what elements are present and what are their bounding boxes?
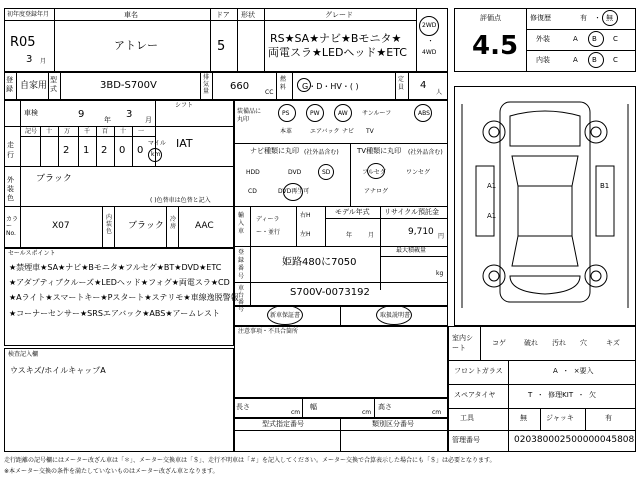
seat-item: コゲ [492,339,506,347]
tool-value: 無 [520,414,527,422]
color-change-note: ( )色替車は色替と記入 [150,197,211,204]
exterior-a: A [573,35,578,43]
tv-fullseg: フルセグ [362,169,386,176]
inspection-label: 車検 [24,109,38,117]
car-name: アトレー [114,39,158,52]
equipment-circle [278,104,296,122]
mileage-digit: 0 [119,145,126,156]
seat-item: 汚れ [552,339,566,347]
capacity-unit: 人 [436,89,443,96]
glass-label: フロントガラス [454,367,503,375]
equipment-item: ナビ [342,128,355,135]
exterior-color-label: 外装色 [7,176,14,202]
plate-number: 姫路480に7050 [282,257,357,268]
repair-dot: ・ [594,14,601,22]
inspector-label: 検査記入欄 [8,351,39,358]
displacement-label: 排気量 [203,74,210,95]
equipment-circle [334,104,352,122]
mileage-prefix: 記号 [25,128,38,135]
management-label: 管理番号 [452,436,480,444]
first-reg-month-unit: 月 [40,58,47,65]
wd-2wd: 2WD [422,22,437,29]
instruction-manual: 取扱説明書 [380,312,411,319]
notes-block [234,326,448,398]
exterior-color: ブラック [36,174,72,184]
interior-a: A [573,56,578,64]
inspection-year: 9 [78,109,85,120]
first-reg-label: 初年度登録年月 [7,11,50,18]
seat-label: 室内シート [452,334,473,352]
navi-dvd-playable: DVD再生可 [278,188,310,195]
fuel-g-circle [297,78,311,92]
displacement: 660 [230,81,250,92]
model-code: 3BD-S700V [100,80,157,91]
row-2 [4,72,448,100]
mileage-unit: 百 [102,128,109,135]
new-car-warranty: 新車保証書 [270,312,301,319]
recycle-unit: 円 [438,233,445,240]
spare-tire-value: T ・ 修理KIT ・ 欠 [528,391,597,399]
length-label: 長さ [236,403,250,411]
sales-line-1: ★禁煙車★SA★ナビ★Bモニタ★フルセグ★BT★DVD★ETC [9,263,222,272]
width-unit: cm [362,409,372,416]
diagram-a1-left: A1 [487,182,497,190]
mileage-unit: 十 [46,128,53,135]
score-label: 評価点 [480,14,501,22]
repair-no: 無 [606,14,613,22]
footer-line-2: ※本メーター交換の条件を満たしていないものはメーター改ざん車となります。 [4,468,219,475]
navi-sd: SD [322,169,331,176]
sales-points-label: セールスポイント [8,250,56,257]
inspector-text: ウスキズ/ホイルキャップA [10,366,106,375]
length-unit: cm [291,409,301,416]
mileage-mile-unit: マイル [148,140,166,147]
chassis-label: 車台番号 [238,285,245,313]
height-unit: cm [432,409,442,416]
payload-label: 最大積載量 [396,247,427,254]
mileage-unit: 十 [120,128,127,135]
recycle-value: 9,710 [408,227,434,237]
sales-line-3: ★Aライト★スマートキー★Pスタート★ステリモ★車線逸脱警報 [9,293,239,302]
navi-sublabel: (社外品含む) [304,149,339,156]
recycle-label: リサイクル預託金 [384,208,440,216]
glass-value: A ・ ×要入 [553,367,594,375]
model-type-label: 型式 [50,76,57,93]
ac-label: 冷房 [170,216,177,230]
payload-unit: kg [436,270,444,277]
cc-unit: CC [265,89,274,96]
mileage-digit: 2 [101,145,108,156]
type-designation-label: 型式指定番号 [262,420,304,428]
equipment-item: PW [310,110,320,117]
management-number: 020380002500000045808 [514,435,635,445]
reg-label: 登録 [6,76,13,93]
capacity-label: 定員 [398,76,405,91]
model-year-unit: 年 [346,232,353,239]
inspection-month: 3 [126,109,133,120]
diagram-a1-left-2: A1 [487,212,497,220]
interior-c: C [613,56,618,64]
wd-4wd: 4WD [422,49,437,56]
mileage-digit: 0 [137,145,144,156]
equipment-item: AW [338,110,348,117]
chassis-number: S700V-0073192 [290,287,370,298]
color-no-label: カラーNo. [6,216,19,237]
model-year-label: モデル年式 [335,208,370,216]
mileage-unit: 一 [138,128,145,135]
interior-color-label: 内装色 [106,214,113,235]
equipment-item: ABS [418,110,430,117]
seat-item: キズ [606,339,620,347]
navi-cd: CD [248,188,257,195]
door-count: 5 [217,39,226,54]
notes-label: 注意事項・不具合箇所 [238,328,299,335]
shape-label: 形状 [241,11,255,19]
interior-label: 内装 [536,56,550,64]
ac-type: AAC [195,221,214,231]
tv-oneseg: ワンセグ [406,169,431,176]
dims-row [234,398,448,418]
fuel-options: G・D・HV・( ) [302,82,359,91]
mileage-km-unit: km [151,151,161,158]
plate-label: 登録番号 [238,249,245,280]
jack-value: 有 [605,414,612,422]
exterior-b: B [592,35,597,43]
color-no: X07 [52,221,70,231]
grade-line-2: 両電スラ★LEDヘッド★ETC [268,46,407,59]
equipment-item: PS [282,110,290,117]
grade-label: グレード [325,11,353,19]
sales-line-4: ★コーナーセンサー★SRSエアバック★ABS★アームレスト [9,309,221,318]
first-reg-month: 3 [26,54,33,65]
interior-b: B [592,56,597,64]
diagram-b1: B1 [600,182,610,190]
seat-item: 穴 [580,339,587,347]
mileage-digit: 2 [63,145,70,156]
evaluation-score: 4.5 [472,31,519,61]
width-label: 幅 [310,403,317,411]
navi-dvd: DVD [288,169,302,176]
inspector-block [4,348,234,452]
import-left-hand: 左H [300,231,311,238]
repair-label: 修復歴 [530,14,551,22]
car-name-label: 車名 [124,11,138,19]
door-label: ドア [216,11,230,19]
inspection-year-unit: 年 [104,116,111,124]
import-right-hand: 右H [300,212,311,219]
equipment-block [234,100,448,306]
height-label: 高さ [378,403,392,411]
jack-label: ジャッキ [546,414,574,422]
wd-dot: ・ [427,37,434,45]
navi-hdd: HDD [246,169,260,176]
equipment-item: エアバック [310,128,340,135]
mileage-label: 走行 [7,141,14,159]
seat-item: 破れ [524,339,538,347]
navi-label: ナビ種類に丸印 [250,147,299,155]
tool-label: 工具 [460,414,474,422]
model-month-unit: 月 [368,232,375,239]
shift-label: シフト [175,102,194,109]
equipment-item: サンルーフ [362,110,392,117]
equipment-circle [306,104,324,122]
footer-line-1: 走行距離の記号欄にはメーター改ざん車は「＊」、メーター交換車は「＄」、走行不明車は「＃」を記入してください。メーター交換で合算表示した場合にも「＄」は必要となります。 [4,457,496,464]
tv-label: TV種類に丸印 [357,147,402,155]
mileage-unit: 万 [64,128,71,135]
grade-line-1: RS★SA★ナビ★Bモニタ★ [270,32,402,45]
equipment-item: 本革 [280,128,293,135]
import-label: 輸入車 [238,212,245,235]
equipment-item: TV [366,128,374,135]
fuel-label: 燃料 [280,76,287,91]
spare-tire-label: スペアタイヤ [454,391,496,399]
first-reg-era: R05 [10,35,36,50]
shift-value: IAT [176,137,193,150]
car-diagram-svg [454,86,636,326]
sales-line-2: ★アダプティブクルーズ★LEDヘッド★フォグ★両電スラ★CD [9,278,230,287]
tv-sublabel: (社外品含む) [408,149,443,156]
tv-analog: アナログ [364,188,389,195]
repair-yes: 有 [580,14,587,22]
equipment-circle [414,104,432,122]
mileage-unit: 千 [84,128,91,135]
exterior-label: 外装 [536,35,550,43]
exterior-c: C [613,35,618,43]
interior-color: ブラック [128,221,164,231]
import-dealer: ディーラー・並行 [256,216,281,236]
equipment-label: 装備品に丸印 [237,108,262,123]
class-number-label: 類別区分番号 [372,420,414,428]
use-type: 自家用 [20,81,48,91]
mileage-digit: 1 [83,145,90,156]
capacity: 4 [420,80,427,91]
inspection-month-unit: 月 [145,116,152,124]
